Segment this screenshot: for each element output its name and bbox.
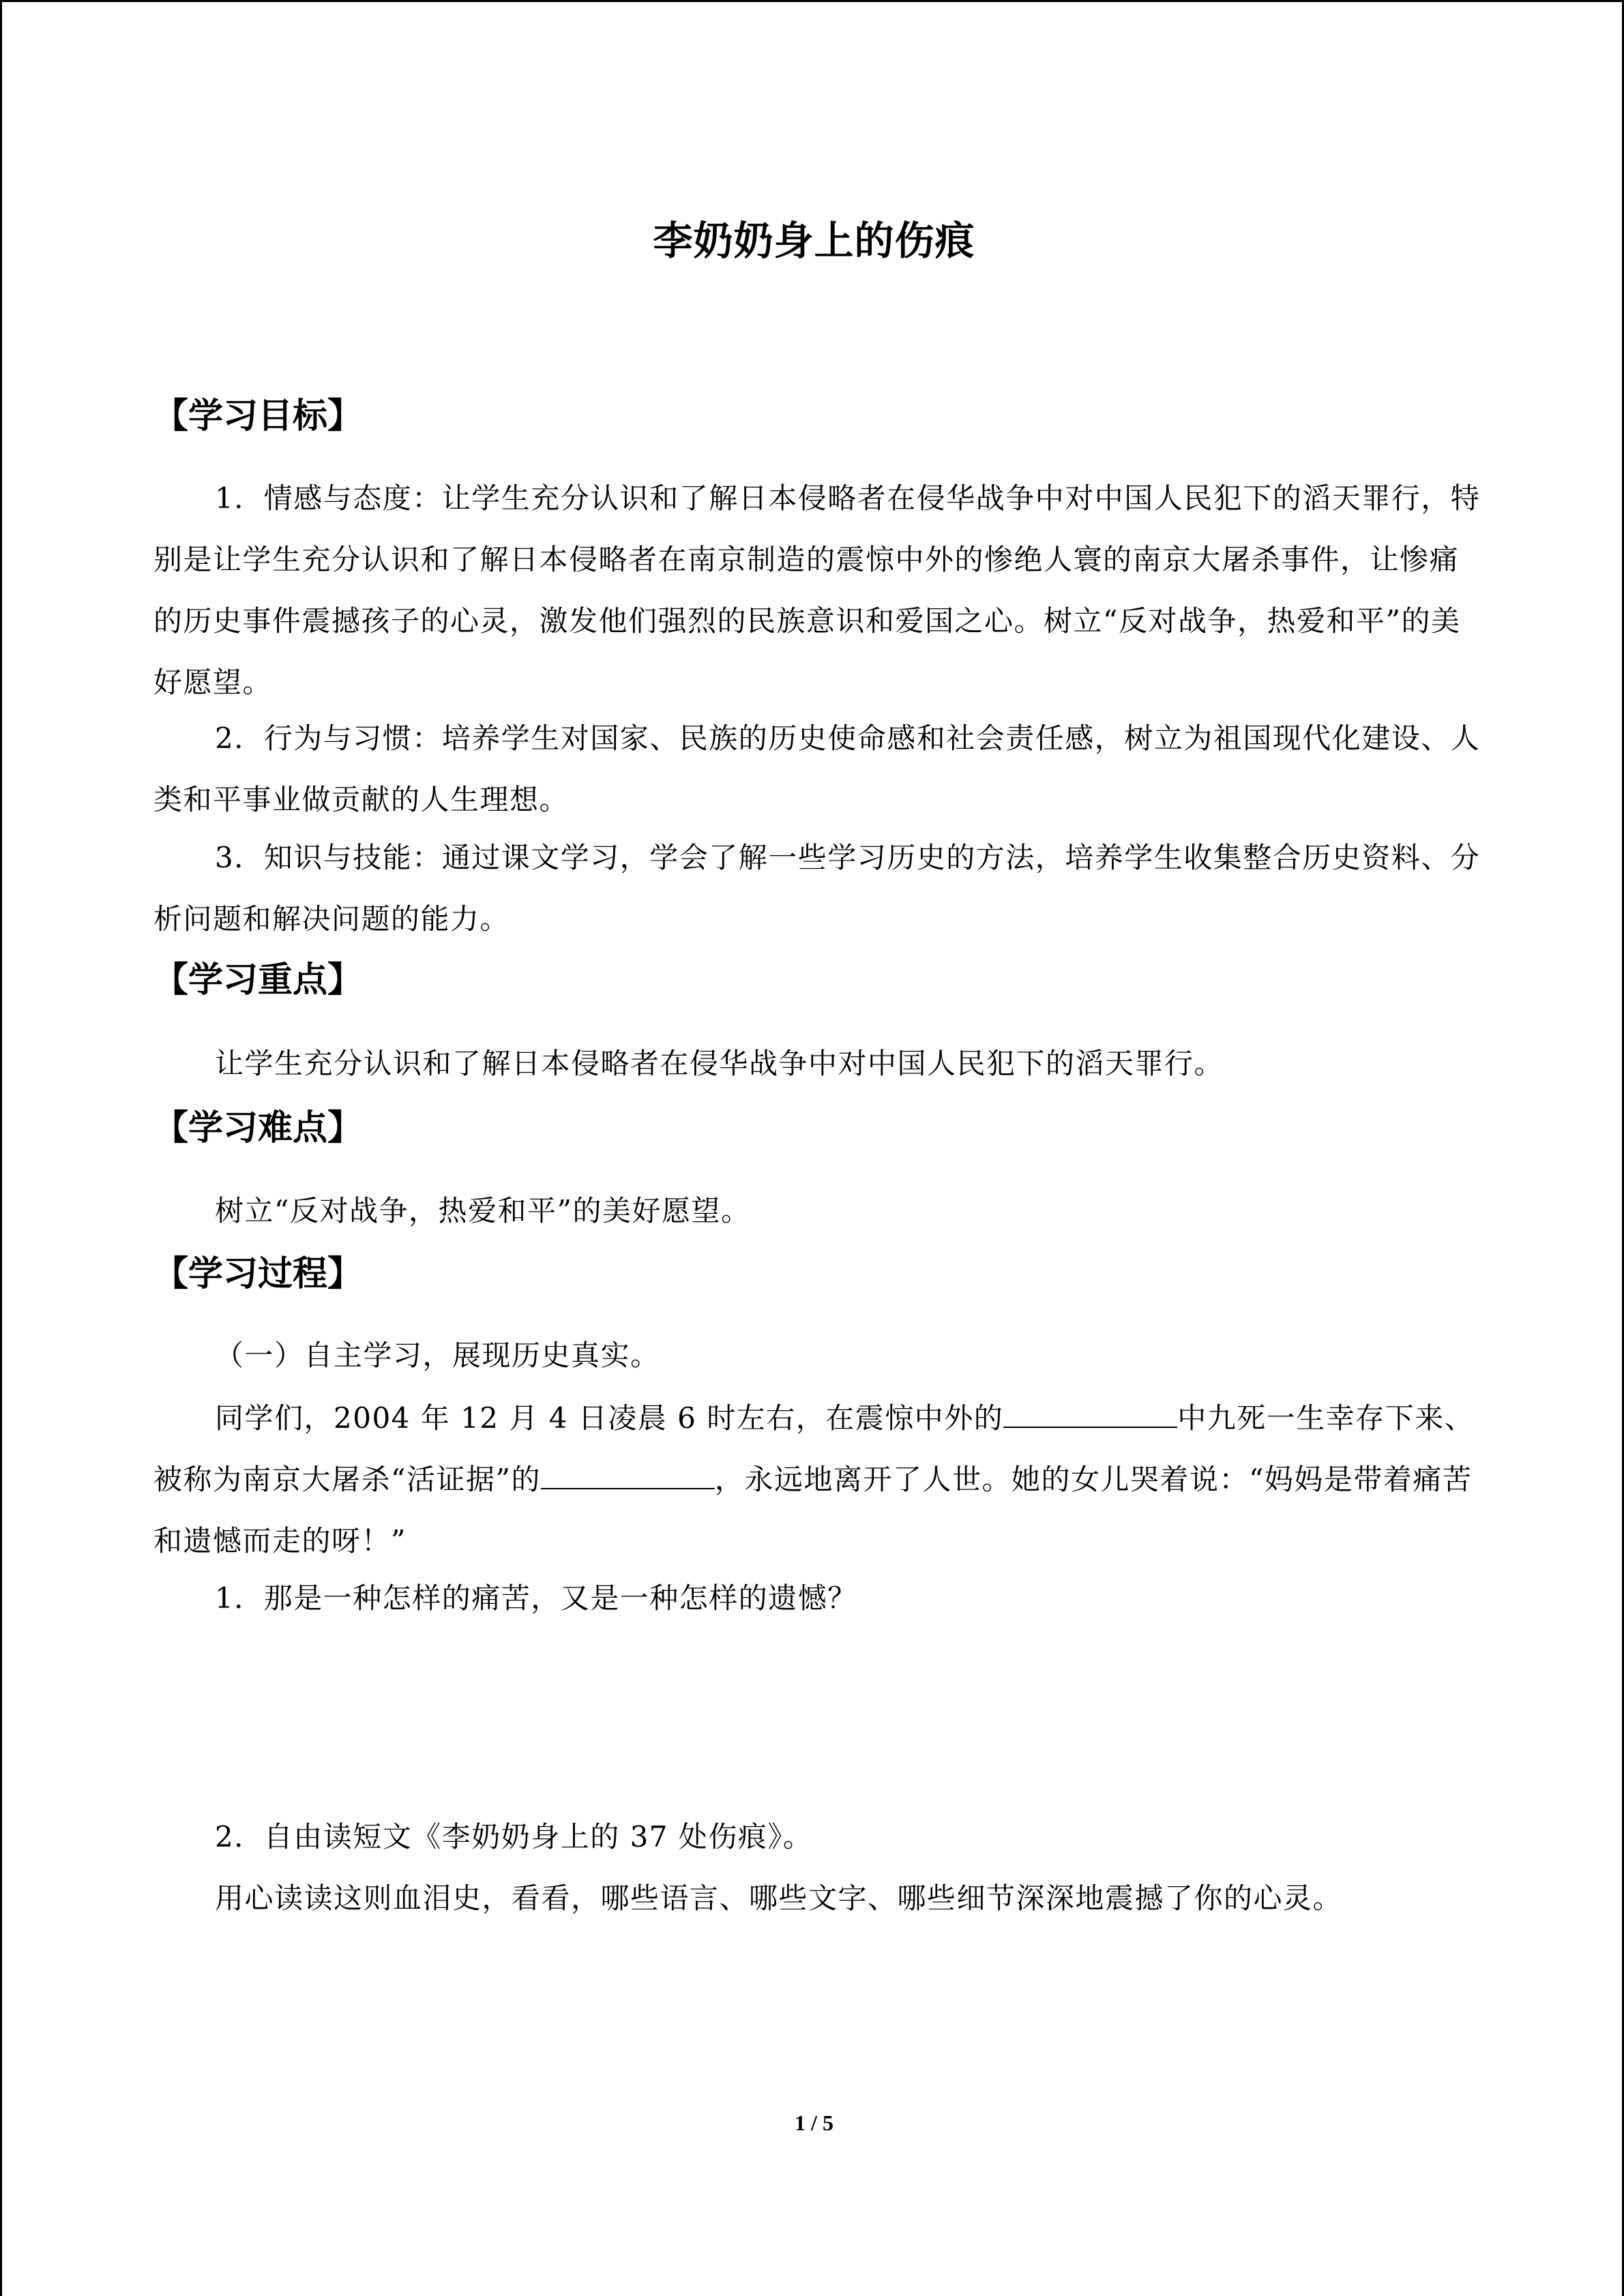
fill-blank-person[interactable] <box>541 1461 715 1489</box>
question-2: 2．自由读短文《李奶奶身上的 37 处伤痕》。 <box>215 1820 813 1853</box>
difficulties-heading: 【学习难点】 <box>153 1108 363 1148</box>
process-heading: 【学习过程】 <box>153 1254 363 1294</box>
intro-text-a: 同学们，2004 年 12 月 4 日凌晨 6 时左右，在震惊中外的 <box>215 1401 1004 1435</box>
intro-text-b: 中九死一生幸存下来、被称为南京大屠杀“活证据”的 <box>153 1401 1475 1496</box>
process-part-one: （一）自主学习，展现历史真实。 <box>215 1339 660 1372</box>
objective-item-2: 2．行为与习惯：培养学生对国家、民族的历史使命感和社会责任感，树立为祖国现代化建设、人类和平事业做贡献的人生理想。 <box>153 721 1481 816</box>
question-1: 1．那是一种怎样的痛苦，又是一种怎样的遗憾？ <box>215 1581 857 1615</box>
page-title: 李奶奶身上的伤痕 <box>653 218 975 264</box>
objective-item-1: 1．情感与态度：让学生充分认识和了解日本侵略者在侵华战争中对中国人民犯下的滔天罪行，特别是让学生充分认识和了解日本侵略者在南京制造的震惊中外的惨绝人寰的南京大屠杀事件，让惨痛的历史事件震撼孩子的心灵，激发他们强烈的民族意识和爱国之心。树立“反对战争，热爱和平”的美好愿望。 <box>153 481 1481 699</box>
key-points-heading: 【学习重点】 <box>153 960 363 1000</box>
difficulties-text: 树立“反对战争，热爱和平”的美好愿望。 <box>215 1194 751 1227</box>
intro-text-c: ，永远地离开了人世。她的女儿哭着说：“妈妈是带着痛苦和遗憾而走的呀！” <box>153 1463 1473 1557</box>
fill-blank-event[interactable] <box>1003 1399 1177 1428</box>
process-intro-paragraph <box>153 1388 1483 1572</box>
page-number: 1 / 5 <box>795 2111 833 2135</box>
question-2-detail: 用心读读这则血泪史，看看，哪些语言、哪些文字、哪些细节深深地震撼了你的心灵。 <box>215 1881 1343 1915</box>
key-points-text: 让学生充分认识和了解日本侵略者在侵华战争中对中国人民犯下的滔天罪行。 <box>215 1047 1224 1080</box>
objective-item-3: 3．知识与技能：通过课文学习，学会了解一些学习历史的方法，培养学生收集整合历史资料、分析问题和解决问题的能力。 <box>153 841 1481 936</box>
objectives-heading: 【学习目标】 <box>153 396 363 436</box>
